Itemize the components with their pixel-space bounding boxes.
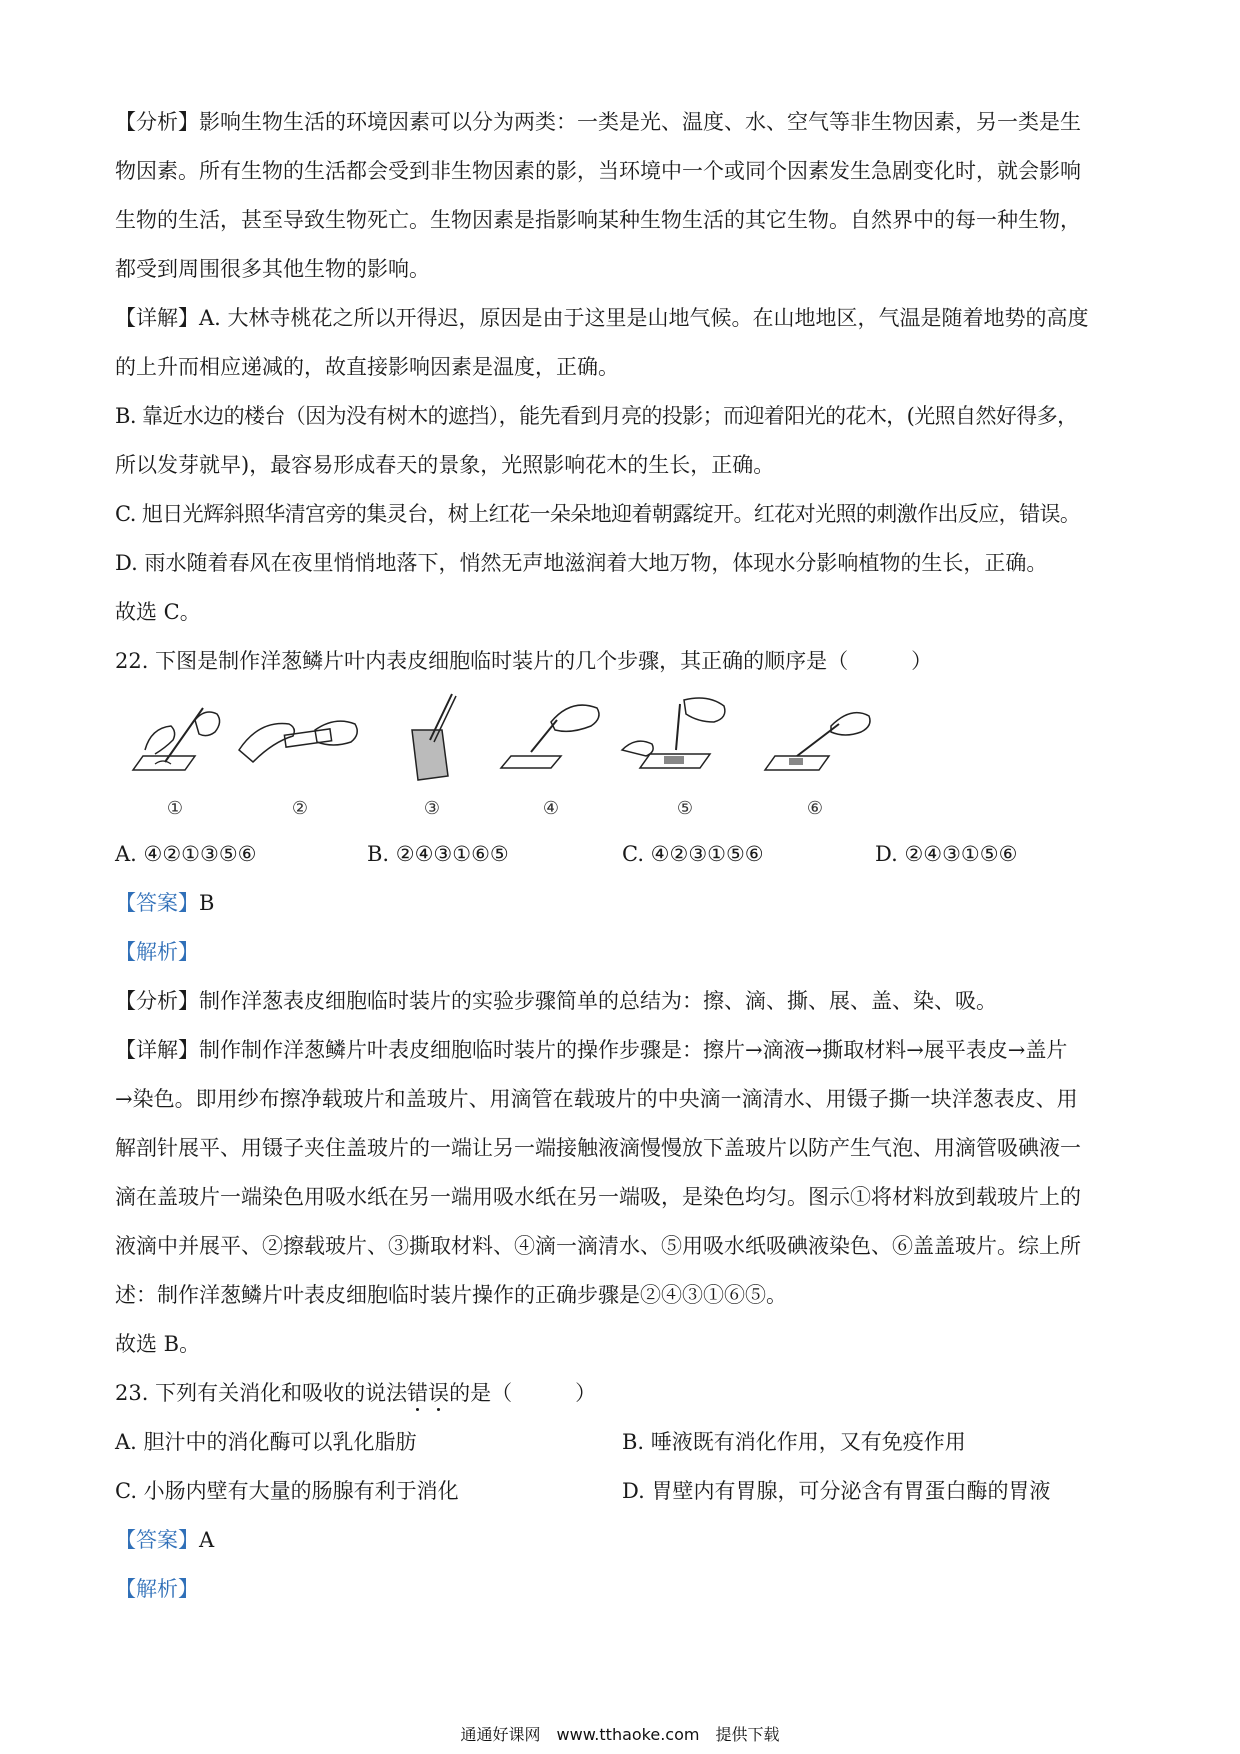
step-figure-2 (235, 690, 365, 830)
option-a: A. 胆汁中的消化酶可以乳化脂肪 (115, 1430, 417, 1454)
detail-line-2: 的上升而相应递减的，故直接影响因素是温度，正确。 (115, 355, 619, 379)
step-label: ③ (423, 798, 441, 819)
question-23-stem: 23. 下列有关消化和吸收的说法错误 的是（ ） (115, 1369, 1135, 1418)
answer-value: B (199, 891, 215, 915)
question-23-explain-tag: 【解析】 (115, 1577, 199, 1601)
question-22-detail-line-1: 【详解】制作制作洋葱鳞片叶表皮细胞临时装片的操作步骤是：擦片→滴液→撕取材料→展平表皮→盖片 (115, 1038, 1068, 1062)
emphasis-text: 错误 (407, 1381, 449, 1405)
step-figure-4 (491, 690, 611, 830)
step-label: ⑥ (806, 798, 824, 819)
question-22-analysis: 【分析】制作洋葱表皮细胞临时装片的实验步骤简单的总结为：擦、滴、撕、展、盖、染、吸。 (115, 989, 997, 1013)
question-22-answer (115, 879, 1135, 928)
question-23-answer (115, 1516, 1135, 1565)
step-figure-5 (620, 690, 750, 830)
option-c: C. 小肠内壁有大量的肠腺有利于消化 (115, 1479, 459, 1503)
option-c: C. ④②③①⑤⑥ (622, 842, 764, 866)
question-22-detail-line-2: →染色。即用纱布擦净载玻片和盖玻片、用滴管在载玻片的中央滴一滴清水、用镊子撕一块洋葱表皮、用 (115, 1087, 1078, 1111)
option-a: A. ④②①③⑤⑥ (115, 842, 257, 866)
step-figure-3 (377, 690, 487, 830)
question-23-options-row-1 (115, 1418, 1135, 1467)
detail-line-3: B. 靠近水边的楼台（因为没有树木的遮挡），能先看到月亮的投影；而迎着阳光的花木，(光照自然好得多， (115, 404, 1078, 428)
question-22-detail-line-4: 滴在盖玻片一端染色用吸水纸在另一端用吸水纸在另一端吸，是染色均匀。图示①将材料放到载玻片上的 (115, 1185, 1081, 1209)
step-label: ② (291, 798, 309, 819)
cover-slip-illustration (755, 690, 875, 790)
detail-tag: 【详解】 (115, 1038, 199, 1062)
question-22-detail-line-3: 解剖针展平、用镊子夹住盖玻片的一端让另一端接触液滴慢慢放下盖玻片以防产生气泡、用滴管吸碘液一 (115, 1136, 1081, 1160)
question-23-options-row-2 (115, 1467, 1135, 1516)
option-d: D. 胃壁内有胃腺，可分泌含有胃蛋白酶的胃液 (622, 1479, 1051, 1503)
question-22-figure (115, 690, 1135, 830)
step-label: ① (166, 798, 184, 819)
question-22-explain-tag: 【解析】 (115, 940, 199, 964)
answer-value: A (199, 1528, 215, 1552)
analysis-line-2: 物因素。所有生物的生活都会受到非生物因素的影，当环境中一个或同个因素发生急剧变化时，就会影响 (115, 159, 1081, 183)
spread-tissue-illustration (125, 690, 225, 790)
detail-line-4: 所以发芽就早)，最容易形成春天的景象，光照影响花木的生长，正确。 (115, 453, 775, 477)
detail-tag: 【详解】 (115, 306, 199, 330)
detail-line-6: D. 雨水随着春风在夜里悄悄地落下，悄然无声地滋润着大地万物，体现水分影响植物的生长，正确。 (115, 551, 1048, 575)
wipe-slide-illustration (235, 690, 365, 790)
question-22-options (115, 830, 1135, 879)
drip-water-illustration (491, 690, 611, 790)
document-body (115, 98, 1135, 1614)
analysis-line-4: 都受到周围很多其他生物的影响。 (115, 257, 430, 281)
option-d: D. ②④③①⑤⑥ (875, 842, 1018, 866)
question-22-detail-line-5: 液滴中并展平、②擦载玻片、③撕取材料、④滴一滴清水、⑤用吸水纸吸碘液染色、⑥盖盖玻片。综上所 (115, 1234, 1081, 1258)
detail-conclusion: 故选 C。 (115, 600, 201, 624)
step-figure-1 (120, 690, 230, 830)
option-b: B. 唾液既有消化作用，又有免疫作用 (622, 1430, 966, 1454)
step-label: ⑤ (676, 798, 694, 819)
analysis-tag: 【分析】 (115, 989, 199, 1013)
page-footer: 通通好课网 www.tthaoke.com 提供下载 (460, 1725, 780, 1744)
step-figure-6 (755, 690, 875, 830)
question-22-stem: 22. 下图是制作洋葱鳞片叶内表皮细胞临时装片的几个步骤，其正确的顺序是（ ） (115, 649, 933, 673)
tear-tissue-illustration (382, 690, 482, 790)
analysis-line-3: 生物的生活，甚至导致生物死亡。生物因素是指影响某种生物生活的其它生物。自然界中的每一种生物， (115, 208, 1081, 232)
stain-illustration (620, 690, 750, 790)
detail-line-1: 【详解】A. 大林寺桃花之所以开得迟，原因是由于这里是山地气候。在山地地区，气温是随着地势的高度 (115, 306, 1089, 330)
question-22-detail-line-6: 述：制作洋葱鳞片叶表皮细胞临时装片操作的正确步骤是②④③①⑥⑤。 (115, 1283, 787, 1307)
analysis-line-1: 【分析】影响生物生活的环境因素可以分为两类：一类是光、温度、水、空气等非生物因素，另一类是生 (115, 110, 1081, 134)
answer-tag: 【答案】 (115, 1528, 199, 1552)
analysis-tag: 【分析】 (115, 110, 199, 134)
question-22-conclusion: 故选 B。 (115, 1332, 201, 1356)
option-b: B. ②④③①⑥⑤ (367, 842, 509, 866)
detail-line-5: C. 旭日光辉斜照华清宫旁的集灵台，树上红花一朵朵地迎着朝露绽开。红花对光照的刺激作出反应，错误。 (115, 502, 1081, 526)
answer-tag: 【答案】 (115, 891, 199, 915)
step-label: ④ (542, 798, 560, 819)
